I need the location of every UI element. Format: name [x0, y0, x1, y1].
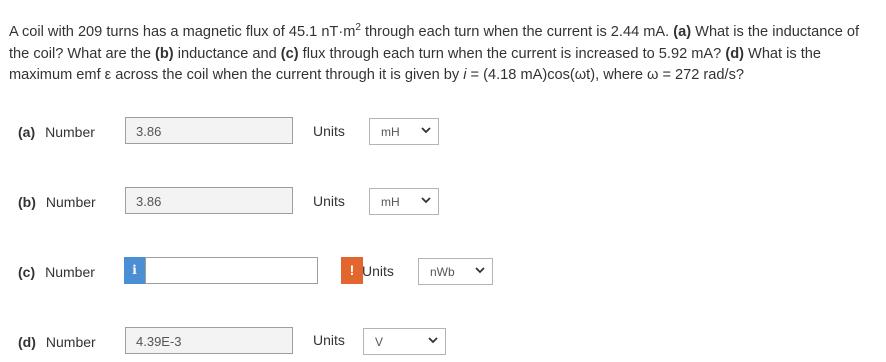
part-tag-c: (c)	[280, 45, 299, 62]
unit-value: mH	[381, 195, 400, 209]
number-label: Number	[45, 124, 95, 140]
part-letter: (c)	[18, 264, 36, 280]
units-label: Units	[313, 332, 345, 348]
question-seg: What is the maximum emf ε across the coil when the current through it is given by	[9, 45, 822, 83]
unit-select-a[interactable]	[369, 118, 439, 145]
unit-select-d[interactable]	[363, 328, 446, 355]
part-letter: (b)	[18, 194, 36, 210]
unit-select-c[interactable]	[418, 258, 493, 285]
number-label: Number	[45, 334, 96, 350]
question-seg: = (4.18 mA)cos(ωt), where ω = 272 rad/s?	[466, 67, 744, 83]
question-lead: A coil with 209 turns has a magnetic flux of 45.1 nT·m	[9, 24, 356, 40]
answer-input-c[interactable]	[145, 257, 318, 284]
part-letter: (a)	[18, 124, 36, 140]
part-tag-d: (d)	[725, 45, 744, 62]
chevron-down-icon	[427, 334, 439, 346]
number-label: Number	[45, 194, 96, 210]
part-tag-b: (b)	[155, 45, 174, 62]
info-icon[interactable]: i	[124, 257, 145, 284]
units-label: Units	[313, 123, 345, 139]
current-variable: i	[463, 67, 467, 83]
part-label	[18, 124, 95, 140]
part-label	[18, 264, 95, 280]
units-label: Units	[362, 263, 394, 279]
chevron-down-icon	[420, 194, 432, 206]
part-tag-a: (a)	[673, 24, 692, 40]
answer-input-d[interactable]: 4.39E-3	[125, 327, 293, 354]
part-label	[18, 334, 96, 350]
unit-value: nWb	[430, 265, 455, 279]
unit-select-b[interactable]	[369, 188, 439, 215]
question-text	[9, 22, 877, 87]
question-seg: through each turn when the current is 2.44 mA.	[360, 24, 674, 40]
number-label: Number	[45, 264, 95, 280]
superscript: 2	[355, 22, 361, 33]
answer-input-b[interactable]: 3.86	[125, 187, 293, 214]
chevron-down-icon	[474, 264, 486, 276]
question-seg: inductance and	[173, 45, 281, 62]
warning-icon[interactable]: !	[341, 257, 363, 284]
part-letter: (d)	[18, 334, 36, 350]
units-label: Units	[313, 193, 345, 209]
answer-input-a[interactable]: 3.86	[125, 117, 293, 144]
chevron-down-icon	[420, 124, 432, 136]
part-label	[18, 194, 96, 210]
question-seg: What is the inductance of the coil? What are the	[9, 24, 860, 62]
question-seg: flux through each turn when the current is increased to 5.92 mA?	[298, 45, 726, 62]
unit-value: mH	[381, 125, 400, 139]
unit-value: V	[375, 335, 384, 349]
